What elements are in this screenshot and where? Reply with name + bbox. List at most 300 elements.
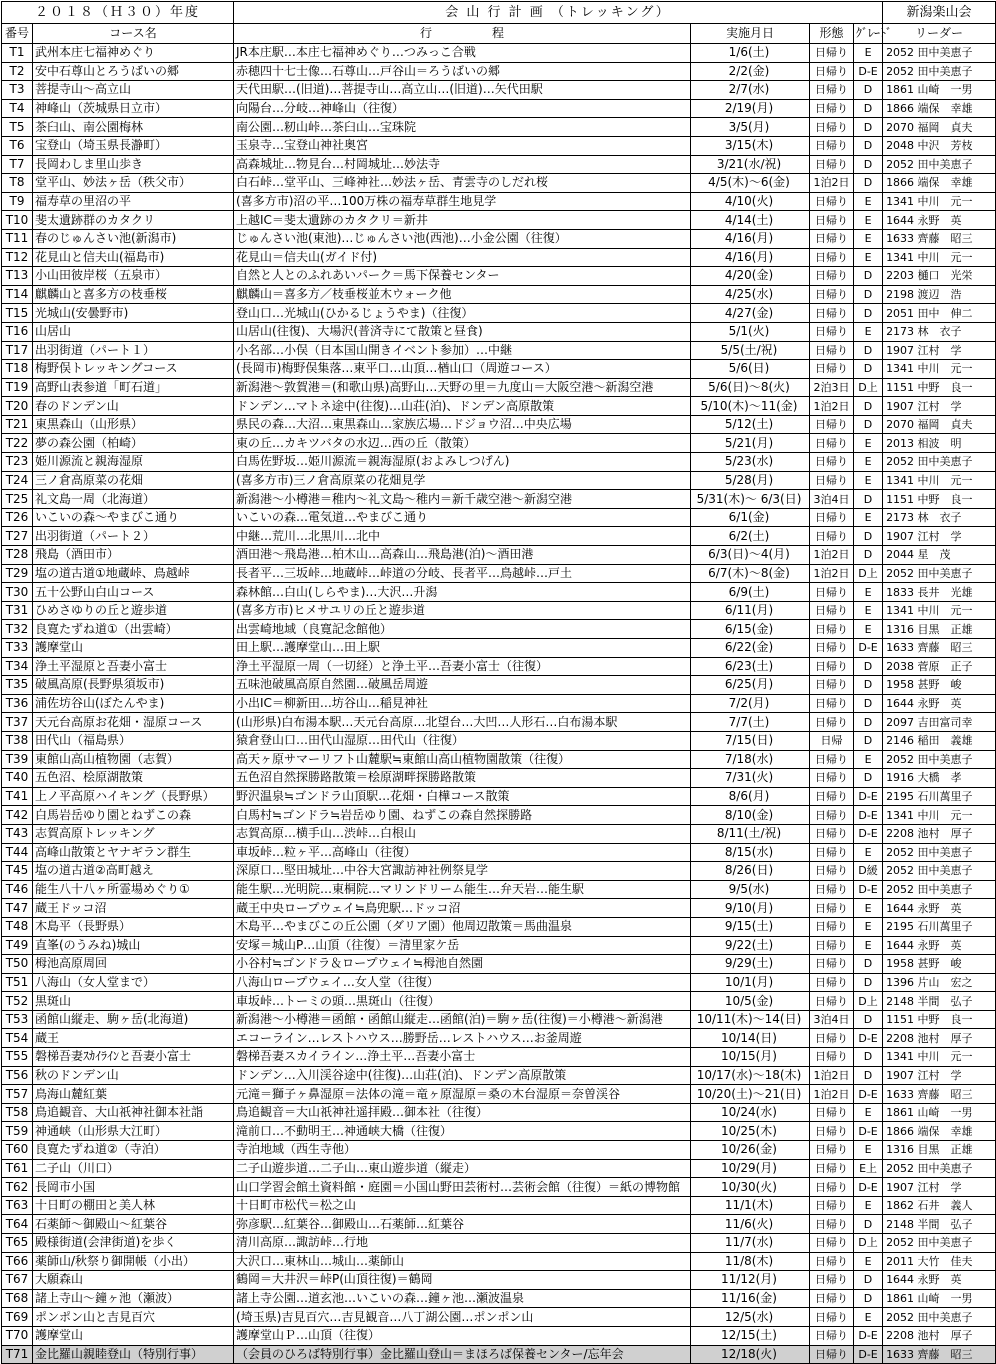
- grade-cell: D: [854, 657, 883, 676]
- fiscal-year: ２０１８（Ｈ３０）年度: [2, 2, 234, 24]
- table-row: [2, 787, 996, 806]
- leader-cell: 2208 池村 厚子: [883, 1326, 996, 1345]
- course-name-cell: 神通峡（山形県大江町）: [33, 1122, 234, 1141]
- row-number-cell: T5: [2, 118, 33, 137]
- date-cell: 7/31(火): [691, 769, 810, 788]
- itinerary-cell: 能生駅…光明院…東桐院…マリンドリーム能生…弁天岩…能生駅: [234, 880, 691, 899]
- itinerary-cell: 中継…荒川…北黒川…北中: [234, 527, 691, 546]
- row-number-cell: T51: [2, 973, 33, 992]
- row-number-cell: T40: [2, 769, 33, 788]
- date-cell: 2/19(月): [691, 99, 810, 118]
- itinerary-cell: 新潟港～小樽港＝函館・函館山縦走…函館(泊)＝駒ヶ岳(往復)＝小樽港～新潟港: [234, 1010, 691, 1029]
- grade-cell: D: [854, 415, 883, 434]
- row-number-cell: T67: [2, 1271, 33, 1290]
- course-name-cell: 秋のドンデン山: [33, 1066, 234, 1085]
- itinerary-cell: 深原口…堅田城址…中谷大宮諏訪神社例祭見学: [234, 862, 691, 881]
- grade-cell: E: [854, 434, 883, 453]
- grade-cell: D: [854, 267, 883, 286]
- date-cell: 8/26(日): [691, 862, 810, 881]
- itinerary-cell: 弥彦駅…紅葉谷…御殿山…石薬師…紅葉谷: [234, 1215, 691, 1234]
- row-number-cell: T45: [2, 862, 33, 881]
- itinerary-cell: 新潟港～小樽港＝稚内～礼文島～稚内＝新千歳空港～新潟空港: [234, 490, 691, 509]
- course-name-cell: ひめさゆりの丘と遊歩道: [33, 601, 234, 620]
- row-number-cell: T60: [2, 1141, 33, 1160]
- row-number-cell: T4: [2, 99, 33, 118]
- course-name-cell: 鳥追観音、大山祇神社御本社詣: [33, 1103, 234, 1122]
- trip-type-cell: 日帰り: [810, 453, 854, 472]
- trip-type-cell: 日帰り: [810, 1196, 854, 1215]
- leader-cell: 1866 端保 幸雄: [883, 99, 996, 118]
- row-number-cell: T69: [2, 1308, 33, 1327]
- course-name-cell: 春のドンデン山: [33, 397, 234, 416]
- table-row: [2, 378, 996, 397]
- trip-type-cell: 日帰り: [810, 1048, 854, 1067]
- itinerary-cell: 山居山(往復)、大場沢(普済寺にて散策と昼食): [234, 322, 691, 341]
- date-cell: 9/5(水): [691, 880, 810, 899]
- itinerary-cell: 東の丘…カキツバタの水辺…西の丘（散策）: [234, 434, 691, 453]
- trip-type-cell: 日帰り: [810, 657, 854, 676]
- trip-type-cell: 日帰り: [810, 527, 854, 546]
- grade-cell: D: [854, 81, 883, 100]
- leader-cell: 2148 半間 弘子: [883, 992, 996, 1011]
- row-number-cell: T46: [2, 880, 33, 899]
- trip-type-cell: 日帰り: [810, 1141, 854, 1160]
- table-row: [2, 434, 996, 453]
- grade-cell: D: [854, 360, 883, 379]
- leader-cell: 1958 甚野 峻: [883, 955, 996, 974]
- trip-type-cell: 日帰り: [810, 824, 854, 843]
- grade-cell: D緩: [854, 862, 883, 881]
- trip-type-cell: 日帰り: [810, 843, 854, 862]
- trip-type-cell: 日帰り: [810, 248, 854, 267]
- grade-cell: E: [854, 899, 883, 918]
- date-cell: 4/14(土): [691, 211, 810, 230]
- row-number-cell: T35: [2, 676, 33, 695]
- row-number-cell: T57: [2, 1085, 33, 1104]
- trip-type-cell: 日帰り: [810, 1178, 854, 1197]
- grade-cell: D: [854, 118, 883, 137]
- leader-cell: 2052 田中美恵子: [883, 564, 996, 583]
- grade-cell: D-E: [854, 787, 883, 806]
- date-cell: 4/10(火): [691, 192, 810, 211]
- row-number-cell: T24: [2, 471, 33, 490]
- trip-type-cell: 日帰り: [810, 992, 854, 1011]
- grade-cell: D-E: [854, 880, 883, 899]
- course-name-cell: 長岡市小国: [33, 1178, 234, 1197]
- col-date-header: 実施月日: [691, 24, 810, 44]
- leader-cell: 1316 目黒 正雄: [883, 620, 996, 639]
- table-row: [2, 899, 996, 918]
- table-row: [2, 880, 996, 899]
- itinerary-cell: 十日町市松代＝松之山: [234, 1196, 691, 1215]
- trip-type-cell: 日帰り: [810, 1308, 854, 1327]
- date-cell: 11/1(木): [691, 1196, 810, 1215]
- course-name-cell: 山居山: [33, 322, 234, 341]
- trip-type-cell: 3泊4日: [810, 490, 854, 509]
- course-name-cell: 上ノ平高原ハイキング（長野県）: [33, 787, 234, 806]
- trip-type-cell: 日帰り: [810, 508, 854, 527]
- itinerary-cell: 県民の森…大沼…東黒森山…家族広場…ドジョウ沼…中央広場: [234, 415, 691, 434]
- itinerary-cell: 新潟港～敦賀港＝(和歌山県)高野山…天野の里＝九度山＝大阪空港～新潟空港: [234, 378, 691, 397]
- date-cell: 5/10(木)～11(金): [691, 397, 810, 416]
- table-row: [2, 1029, 996, 1048]
- table-row: [2, 192, 996, 211]
- leader-cell: 1633 齊藤 昭三: [883, 639, 996, 658]
- row-number-cell: T25: [2, 490, 33, 509]
- leader-cell: 2052 田中美恵子: [883, 1308, 996, 1327]
- grade-cell: D: [854, 527, 883, 546]
- itinerary-cell: いこいの森…電気道…やまびこ通り: [234, 508, 691, 527]
- course-name-cell: 麒麟山と喜多方の枝垂桜: [33, 285, 234, 304]
- row-number-cell: T49: [2, 936, 33, 955]
- trip-type-cell: 日帰: [810, 731, 854, 750]
- leader-cell: 1916 大橋 孝: [883, 769, 996, 788]
- date-cell: 9/10(月): [691, 899, 810, 918]
- itinerary-cell: 蔵王中央ロープウェイ≒鳥兜駅…ドッコ沼: [234, 899, 691, 918]
- course-name-cell: 出羽街道（パート２）: [33, 527, 234, 546]
- course-name-cell: 堂平山、妙法ヶ岳（秩父市）: [33, 174, 234, 193]
- grade-cell: E: [854, 248, 883, 267]
- table-row: [2, 546, 996, 565]
- leader-cell: 2044 星 茂: [883, 546, 996, 565]
- leader-cell: 1396 片山 宏之: [883, 973, 996, 992]
- table-row: [2, 1178, 996, 1197]
- itinerary-cell: 車坂峠…トーミの頭…黒斑山（往復）: [234, 992, 691, 1011]
- trip-type-cell: 日帰り: [810, 155, 854, 174]
- table-row: [2, 955, 996, 974]
- date-cell: 12/15(土): [691, 1326, 810, 1345]
- row-number-cell: T54: [2, 1029, 33, 1048]
- grade-cell: E: [854, 917, 883, 936]
- course-name-cell: 志賀高原トレッキング: [33, 824, 234, 843]
- table-row: [2, 843, 996, 862]
- row-number-cell: T62: [2, 1178, 33, 1197]
- row-number-cell: T41: [2, 787, 33, 806]
- row-number-cell: T11: [2, 229, 33, 248]
- leader-cell: 2146 稲田 義雄: [883, 731, 996, 750]
- date-cell: 11/8(木): [691, 1252, 810, 1271]
- table-row: [2, 936, 996, 955]
- grade-cell: D: [854, 1010, 883, 1029]
- itinerary-cell: 玉泉寺…宝登山神社奥宮: [234, 136, 691, 155]
- itinerary-cell: 田上駅…護摩堂山…田上駅: [234, 639, 691, 658]
- date-cell: 11/12(月): [691, 1271, 810, 1290]
- course-name-cell: 白馬岩岳ゆり園とねずこの森: [33, 806, 234, 825]
- table-row: [2, 639, 996, 658]
- itinerary-cell: 磐梯吾妻スカイライン…浄土平…吾妻小富士: [234, 1048, 691, 1067]
- itinerary-cell: 清川高原…諏訪峠…行地: [234, 1234, 691, 1253]
- course-name-cell: 諸上寺山～鐘ヶ池（瀬波）: [33, 1289, 234, 1308]
- leader-cell: 2070 福岡 貞夫: [883, 415, 996, 434]
- grade-cell: D: [854, 304, 883, 323]
- row-number-cell: T21: [2, 415, 33, 434]
- itinerary-cell: 安塚＝城山P…山頂（往復）＝清里家ケ岳: [234, 936, 691, 955]
- row-number-cell: T52: [2, 992, 33, 1011]
- table-row: [2, 508, 996, 527]
- date-cell: 7/18(水): [691, 750, 810, 769]
- leader-cell: 1341 中川 元一: [883, 806, 996, 825]
- date-cell: 10/25(木): [691, 1122, 810, 1141]
- leader-cell: 2052 田中美恵子: [883, 880, 996, 899]
- trip-type-cell: 日帰り: [810, 304, 854, 323]
- date-cell: 6/9(土): [691, 583, 810, 602]
- leader-cell: 2038 菅原 正子: [883, 657, 996, 676]
- course-name-cell: 茶臼山、南公園梅林: [33, 118, 234, 137]
- leader-cell: 2052 田中美恵子: [883, 862, 996, 881]
- course-name-cell: 八海山（女人堂まで）: [33, 973, 234, 992]
- table-row: [2, 360, 996, 379]
- course-name-cell: 殿様街道(会津街道)を歩く: [33, 1234, 234, 1253]
- trip-type-cell: 日帰り: [810, 769, 854, 788]
- table-row: [2, 229, 996, 248]
- row-number-cell: T30: [2, 583, 33, 602]
- leader-cell: 2195 石川萬里子: [883, 787, 996, 806]
- leader-cell: 2097 吉田富司幸: [883, 713, 996, 732]
- course-name-cell: 護摩堂山: [33, 1326, 234, 1345]
- grade-cell: E: [854, 322, 883, 341]
- itinerary-cell: 白馬村≒ゴンドラ≒岩岳ゆり園、ねずこの森自然探勝路: [234, 806, 691, 825]
- itinerary-cell: 小谷村≒ゴンドラ＆ロープウェイ≒栂池自然園: [234, 955, 691, 974]
- table-row: [2, 81, 996, 100]
- itinerary-cell: 車坂峠…粒ヶ平…高峰山（往復）: [234, 843, 691, 862]
- leader-cell: 1958 甚野 峻: [883, 676, 996, 695]
- course-name-cell: 夢の森公園（柏崎）: [33, 434, 234, 453]
- course-name-cell: 塩の道古道②高町越え: [33, 862, 234, 881]
- trip-type-cell: 日帰り: [810, 899, 854, 918]
- course-name-cell: 春のじゅんさい池(新潟市): [33, 229, 234, 248]
- table-row: [2, 713, 996, 732]
- course-name-cell: 石薬師～御殿山～紅葉谷: [33, 1215, 234, 1234]
- grade-cell: D上: [854, 992, 883, 1011]
- table-row: [2, 1103, 996, 1122]
- table-row: [2, 862, 996, 881]
- date-cell: 1/6(土): [691, 44, 810, 63]
- grade-cell: D上: [854, 564, 883, 583]
- course-name-cell: 良寛たずね道①（出雲崎）: [33, 620, 234, 639]
- row-number-cell: T2: [2, 62, 33, 81]
- date-cell: 10/24(水): [691, 1103, 810, 1122]
- course-name-cell: 蔵王ドッコ沼: [33, 899, 234, 918]
- date-cell: 5/31(木)～ 6/3(日): [691, 490, 810, 509]
- table-body: [2, 44, 996, 1364]
- row-number-cell: T26: [2, 508, 33, 527]
- date-cell: 2/2(金): [691, 62, 810, 81]
- grade-cell: E: [854, 601, 883, 620]
- itinerary-cell: 麒麟山＝喜多方／枝垂桜並木ウォーク他: [234, 285, 691, 304]
- itinerary-cell: 向陽台…分岐…神峰山（往復）: [234, 99, 691, 118]
- trip-type-cell: 日帰り: [810, 1271, 854, 1290]
- date-cell: 10/30(火): [691, 1178, 810, 1197]
- date-cell: 5/5(土/祝): [691, 341, 810, 360]
- leader-cell: 1907 江村 学: [883, 341, 996, 360]
- col-course-header: コース名: [33, 24, 234, 44]
- date-cell: 5/28(月): [691, 471, 810, 490]
- itinerary-cell: 野沢温泉≒ゴンドラ山頂駅…花畑・白樺コース散策: [234, 787, 691, 806]
- date-cell: 4/16(月): [691, 248, 810, 267]
- grade-cell: E: [854, 1308, 883, 1327]
- course-name-cell: 蔵王: [33, 1029, 234, 1048]
- itinerary-cell: ドンデン…マトネ途中(往復)…山荘(泊)、ドンデン高原散策: [234, 397, 691, 416]
- grade-cell: D: [854, 490, 883, 509]
- course-name-cell: 斐太遺跡群のカタクリ: [33, 211, 234, 230]
- table-row: [2, 44, 996, 63]
- row-number-cell: T55: [2, 1048, 33, 1067]
- grade-cell: D: [854, 136, 883, 155]
- itinerary-cell: 高天ヶ原サマーリフト山麓駅≒東館山高山植物園散策（往復）: [234, 750, 691, 769]
- table-row: [2, 397, 996, 416]
- itinerary-cell: 天代田駅…(旧道)…菩提寺山…高立山…(旧道)…矢代田駅: [234, 81, 691, 100]
- title-row: [2, 2, 996, 24]
- itinerary-cell: （会員のひろば特別行事）金比羅山登山＝まほろば保養センター/忘年会: [234, 1345, 691, 1364]
- leader-cell: 2052 田中美恵子: [883, 453, 996, 472]
- course-name-cell: 梅野俣トレッキングコース: [33, 360, 234, 379]
- grade-cell: E: [854, 620, 883, 639]
- course-name-cell: 破風高原(長野県須坂市): [33, 676, 234, 695]
- table-row: [2, 1159, 996, 1178]
- row-number-cell: T36: [2, 694, 33, 713]
- date-cell: 2/7(水): [691, 81, 810, 100]
- table-row: [2, 1234, 996, 1253]
- grade-cell: D上: [854, 1234, 883, 1253]
- row-number-cell: T70: [2, 1326, 33, 1345]
- row-number-cell: T58: [2, 1103, 33, 1122]
- row-number-cell: T53: [2, 1010, 33, 1029]
- itinerary-cell: 元滝＝獅子ヶ鼻湿原＝法体の滝＝竜ヶ原湿原＝桑の木台湿原＝奈曽渓谷: [234, 1085, 691, 1104]
- row-number-cell: T3: [2, 81, 33, 100]
- course-name-cell: 函館山縦走、駒ヶ岳(北海道): [33, 1010, 234, 1029]
- grade-cell: D: [854, 731, 883, 750]
- trip-type-cell: 日帰り: [810, 862, 854, 881]
- date-cell: 11/7(水): [691, 1234, 810, 1253]
- course-name-cell: 五色沼、桧原湖散策: [33, 769, 234, 788]
- row-number-cell: T1: [2, 44, 33, 63]
- trip-type-cell: 日帰り: [810, 583, 854, 602]
- course-name-cell: 光城山(安曇野市): [33, 304, 234, 323]
- grade-cell: D: [854, 1048, 883, 1067]
- date-cell: 5/6(日)～8(火): [691, 378, 810, 397]
- row-number-cell: T56: [2, 1066, 33, 1085]
- course-name-cell: 飛島（酒田市）: [33, 546, 234, 565]
- course-name-cell: 能生八十八ヶ所霊場めぐり①: [33, 880, 234, 899]
- trip-type-cell: 日帰り: [810, 880, 854, 899]
- table-row: [2, 601, 996, 620]
- leader-cell: 1866 端保 幸雄: [883, 174, 996, 193]
- grade-cell: D: [854, 285, 883, 304]
- course-name-cell: 東黒森山（山形県）: [33, 415, 234, 434]
- trip-type-cell: 日帰り: [810, 44, 854, 63]
- trip-type-cell: 日帰り: [810, 81, 854, 100]
- trip-type-cell: 日帰り: [810, 639, 854, 658]
- trip-type-cell: 日帰り: [810, 360, 854, 379]
- row-number-cell: T32: [2, 620, 33, 639]
- row-number-cell: T68: [2, 1289, 33, 1308]
- leader-cell: 1644 永野 英: [883, 1271, 996, 1290]
- grade-cell: E: [854, 843, 883, 862]
- leader-cell: 2013 相波 明: [883, 434, 996, 453]
- itinerary-cell: 護摩堂山Ｐ…山頂（往復）: [234, 1326, 691, 1345]
- leader-cell: 2203 樋口 光栄: [883, 267, 996, 286]
- date-cell: 4/16(月): [691, 229, 810, 248]
- itinerary-cell: 山口学習会館土資料館・庭園＝小国山野田芸術村…芸術会館（往復）＝紙の博物館: [234, 1178, 691, 1197]
- date-cell: 8/10(金): [691, 806, 810, 825]
- trip-type-cell: 日帰り: [810, 1252, 854, 1271]
- grade-cell: E: [854, 936, 883, 955]
- row-number-cell: T61: [2, 1159, 33, 1178]
- itinerary-cell: 南公園…籾山峠…茶臼山…宝珠院: [234, 118, 691, 137]
- grade-cell: D-E: [854, 639, 883, 658]
- table-row: [2, 415, 996, 434]
- trip-type-cell: 日帰り: [810, 1122, 854, 1141]
- row-number-cell: T10: [2, 211, 33, 230]
- grade-cell: E: [854, 508, 883, 527]
- itinerary-cell: (喜多方市)ヒメサユリの丘と遊歩道: [234, 601, 691, 620]
- row-number-cell: T38: [2, 731, 33, 750]
- table-row: [2, 1345, 996, 1364]
- grade-cell: D: [854, 1289, 883, 1308]
- trip-type-cell: 日帰り: [810, 136, 854, 155]
- date-cell: 10/1(月): [691, 973, 810, 992]
- trip-type-cell: 日帰り: [810, 62, 854, 81]
- trip-type-cell: 日帰り: [810, 1215, 854, 1234]
- itinerary-cell: 五味池破風高原自然園…破風岳周遊: [234, 676, 691, 695]
- table-row: [2, 118, 996, 137]
- date-cell: 11/16(金): [691, 1289, 810, 1308]
- leader-cell: 1341 中川 元一: [883, 360, 996, 379]
- course-name-cell: 二子山（川口）: [33, 1159, 234, 1178]
- table-row: [2, 155, 996, 174]
- trip-type-cell: 1泊2日: [810, 397, 854, 416]
- leader-cell: 1861 山崎 一男: [883, 81, 996, 100]
- course-name-cell: ポンポン山と吉見百穴: [33, 1308, 234, 1327]
- course-name-cell: いこいの森～やまびこ通り: [33, 508, 234, 527]
- course-name-cell: 武州本庄七福神めぐり: [33, 44, 234, 63]
- leader-cell: 1633 齊藤 昭三: [883, 229, 996, 248]
- trip-type-cell: 1泊2日: [810, 1066, 854, 1085]
- date-cell: 7/15(日): [691, 731, 810, 750]
- itinerary-cell: 寺泊地域（西生寺他）: [234, 1141, 691, 1160]
- date-cell: 6/1(金): [691, 508, 810, 527]
- date-cell: 4/5(木)～6(金): [691, 174, 810, 193]
- course-name-cell: 高峰山散策とヤナギラン群生: [33, 843, 234, 862]
- date-cell: 7/2(月): [691, 694, 810, 713]
- row-number-cell: T39: [2, 750, 33, 769]
- date-cell: 10/14(日): [691, 1029, 810, 1048]
- trip-type-cell: 日帰り: [810, 99, 854, 118]
- header-row: [2, 24, 996, 44]
- trip-type-cell: 日帰り: [810, 787, 854, 806]
- leader-cell: 1907 江村 学: [883, 397, 996, 416]
- row-number-cell: T15: [2, 304, 33, 323]
- table-row: [2, 769, 996, 788]
- leader-cell: 2011 大竹 佳夫: [883, 1252, 996, 1271]
- grade-cell: D: [854, 546, 883, 565]
- leader-cell: 1907 江村 学: [883, 527, 996, 546]
- table-row: [2, 527, 996, 546]
- table-row: [2, 285, 996, 304]
- row-number-cell: T44: [2, 843, 33, 862]
- col-leader-header: リーダー: [883, 24, 996, 44]
- grade-cell: D-E: [854, 1122, 883, 1141]
- course-name-cell: 護摩堂山: [33, 639, 234, 658]
- row-number-cell: T7: [2, 155, 33, 174]
- leader-cell: 2052 田中美恵子: [883, 750, 996, 769]
- itinerary-cell: 猿倉登山口…田代山湿原…田代山（往復）: [234, 731, 691, 750]
- itinerary-cell: 赤穂四十七士像…石尊山…戸谷山＝ろうばいの郷: [234, 62, 691, 81]
- itinerary-cell: 鶴岡＝大井沢＝峠P(山頂往復)＝鶴岡: [234, 1271, 691, 1290]
- leader-cell: 2052 田中美恵子: [883, 843, 996, 862]
- course-name-cell: 姫川源流と親海湿原: [33, 453, 234, 472]
- table-row: [2, 136, 996, 155]
